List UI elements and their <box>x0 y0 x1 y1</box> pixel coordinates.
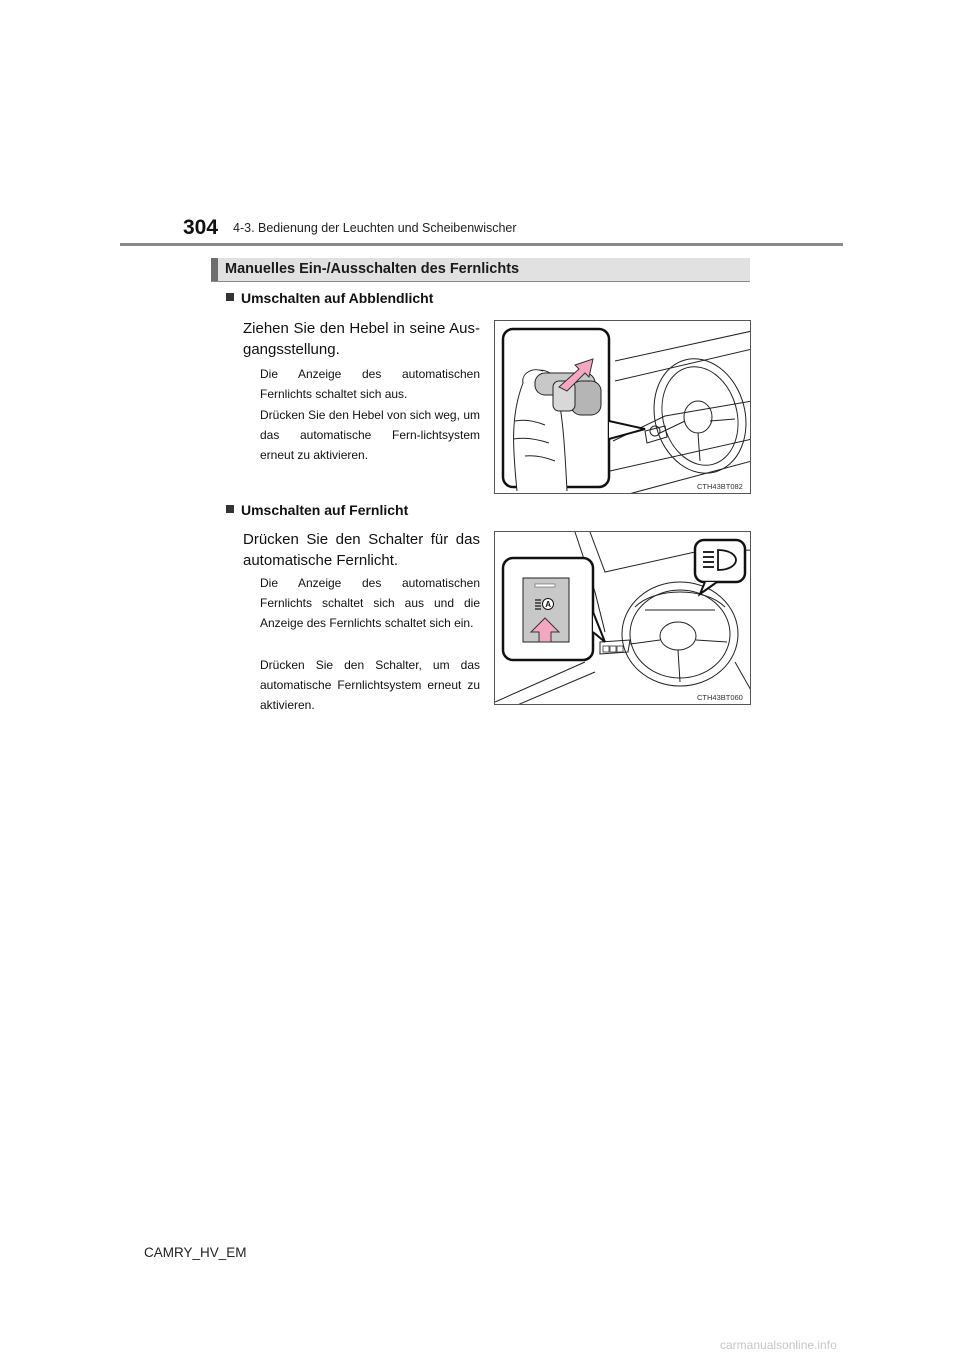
watermark: carmanualsonline.info <box>720 1338 837 1352</box>
figure-switch-press <box>494 531 751 705</box>
section-marker <box>211 258 218 281</box>
chapter-title: 4-3. Bedienung der Leuchten und Scheibenwischer <box>233 221 517 235</box>
square-bullet-icon <box>226 505 234 513</box>
section-header <box>211 258 750 282</box>
lever-illustration <box>495 321 751 494</box>
note-text: Drücken Sie den Hebel von sich weg, um das automatische Fern-lichtsystem erneut zu aktivieren. <box>260 408 480 462</box>
instruction-text: Drücken Sie den Schalter für das automatische Fernlicht. <box>243 531 480 569</box>
figure-code: CTH43BT082 <box>697 482 743 491</box>
svg-text:A: A <box>545 600 551 609</box>
instruction-text: Ziehen Sie den Hebel in seine Aus-gangsstellung. <box>243 320 480 358</box>
figure-lever-pull <box>494 320 751 494</box>
note-text: Drücken Sie den Schalter, um das automatische Fernlichtsystem erneut zu aktivieren. <box>260 658 480 712</box>
note-text: Die Anzeige des automatischen Fernlichts schaltet sich aus und die Anzeige des Fernlichts schaltet sich ein. <box>260 576 480 630</box>
header-divider <box>120 243 843 246</box>
subheading-text: Umschalten auf Abblendlicht <box>241 290 434 306</box>
switch-illustration <box>495 532 751 705</box>
subheading-low-beam <box>226 290 433 306</box>
section-title: Manuelles Ein-/Ausschalten des Fernlichts <box>225 261 520 277</box>
square-bullet-icon <box>226 293 234 301</box>
footer-model-code: CAMRY_HV_EM <box>144 1245 247 1260</box>
figure-code: CTH43BT060 <box>697 693 743 702</box>
subheading-high-beam <box>226 502 408 518</box>
note-text: Die Anzeige des automatischen Fernlichts schaltet sich aus. <box>260 367 480 401</box>
subheading-text: Umschalten auf Fernlicht <box>241 502 409 518</box>
page-number: 304 <box>183 216 219 239</box>
